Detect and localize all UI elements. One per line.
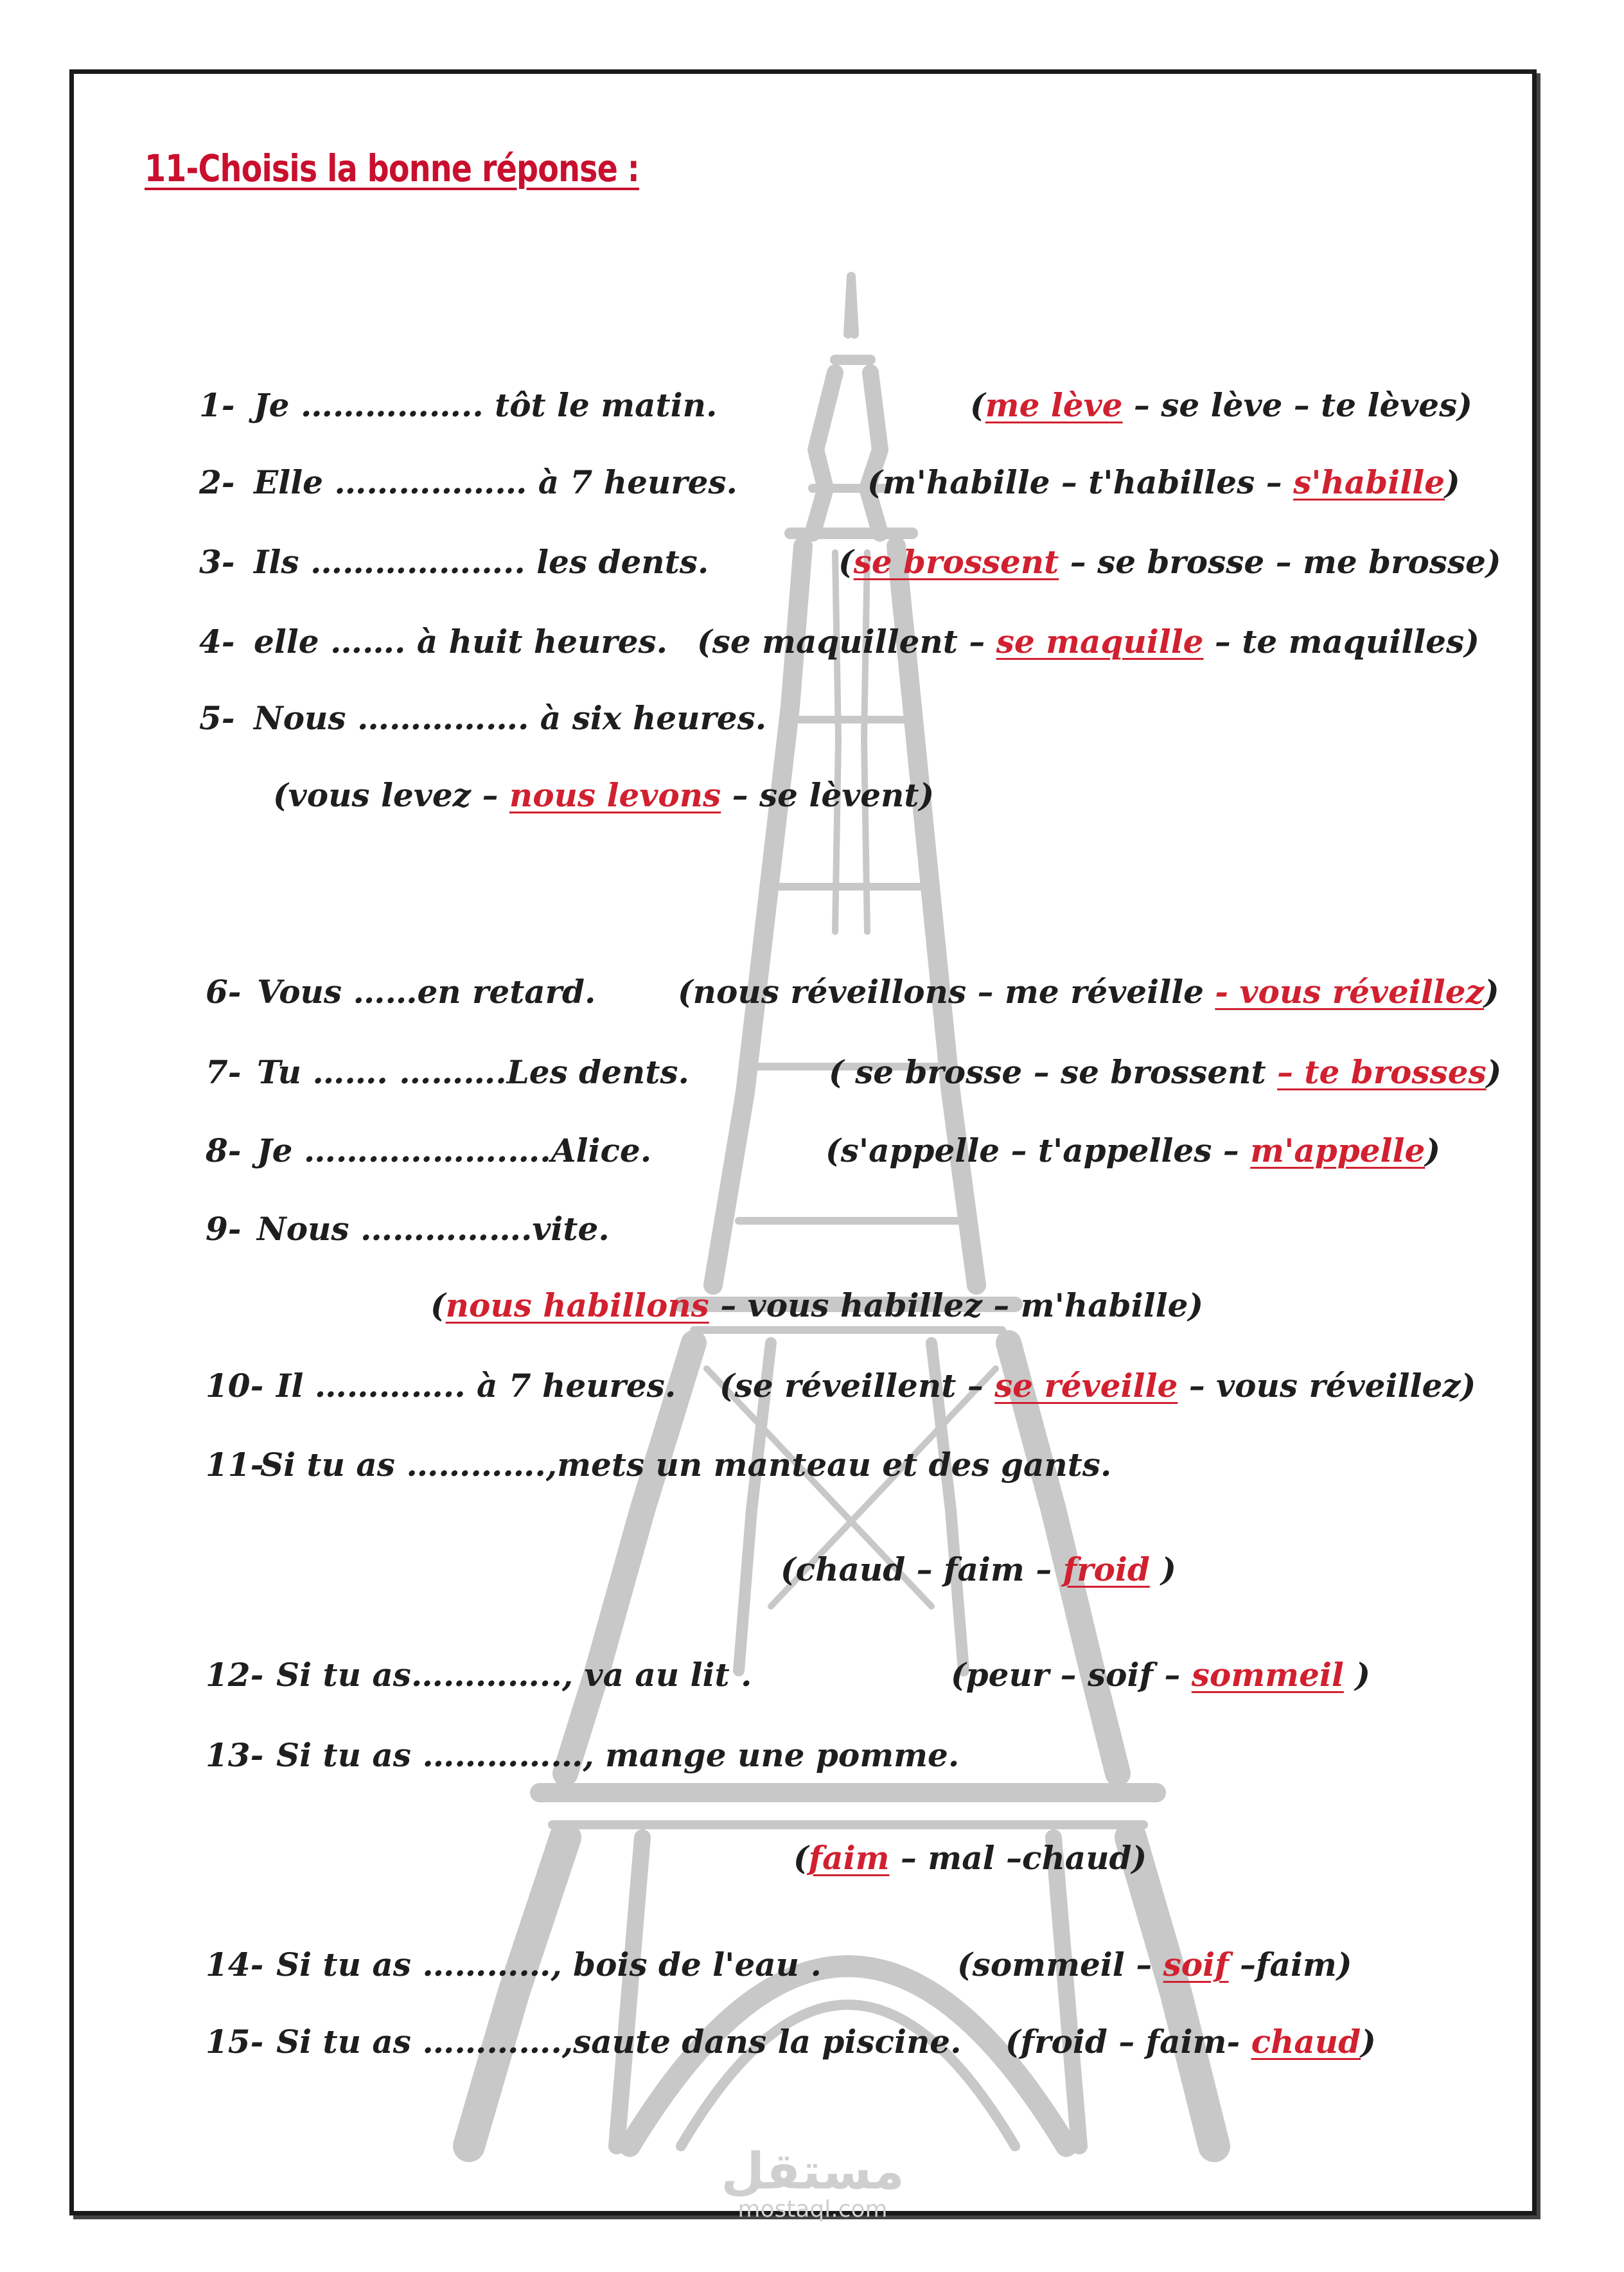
open-paren: (	[781, 1550, 796, 1588]
open-paren: (	[829, 1053, 844, 1091]
option-text: se réveillent –	[734, 1367, 995, 1405]
open-paren: (	[867, 463, 883, 501]
item-number: 14-	[206, 1946, 264, 1984]
item-sentence: Tu ……. ……….Les dents.	[257, 1053, 689, 1091]
item-number: 3-	[199, 543, 235, 581]
item-number: 9-	[206, 1210, 242, 1248]
item-number: 8-	[206, 1132, 242, 1169]
item-options	[838, 540, 1501, 585]
item-sentence: Elle ……………… à 7 heures.	[254, 463, 737, 501]
item-number: 5-	[199, 699, 235, 737]
close-paren: )	[1355, 1656, 1370, 1694]
item-sentence: Nous …………….vite.	[257, 1210, 610, 1248]
option-text: se maquillent –	[712, 623, 996, 661]
item-options	[867, 460, 1460, 505]
open-paren: (	[1005, 2023, 1021, 2061]
open-paren: (	[957, 1946, 973, 1984]
open-paren: (	[697, 623, 712, 661]
item-options	[678, 970, 1499, 1015]
close-paren: )	[1161, 1550, 1176, 1588]
open-paren: (	[719, 1367, 735, 1405]
correct-answer: nous levons	[509, 776, 721, 814]
item-options	[719, 1363, 1476, 1408]
item-sentence: Si tu as …………, bois de l'eau .	[276, 1946, 822, 1984]
correct-answer: soif	[1163, 1946, 1229, 1984]
item-options	[697, 619, 1479, 664]
option-text: s'appelle – t'appelles –	[840, 1132, 1251, 1169]
open-paren: (	[970, 386, 985, 424]
item-sentence: Je ……………….….Alice.	[257, 1132, 652, 1169]
item-options	[273, 773, 934, 818]
item-sentence: Si tu as………….., va au lit .	[276, 1656, 752, 1694]
item-sentence: elle ……. à huit heures.	[254, 623, 668, 661]
open-paren: (	[951, 1656, 966, 1694]
option-text: – se lèvent	[721, 776, 919, 814]
close-paren: )	[1483, 973, 1499, 1011]
item-options	[781, 1547, 1176, 1592]
option-text: –faim	[1228, 1946, 1337, 1984]
item-sentence: Vous ……en retard.	[257, 973, 596, 1011]
watermark-arabic: مستقل	[721, 2143, 905, 2201]
close-paren: )	[1445, 463, 1460, 501]
correct-answer: s'habille	[1293, 463, 1445, 501]
close-paren: )	[1485, 543, 1501, 581]
item-number: 15-	[206, 2023, 264, 2061]
option-text: froid – faim-	[1020, 2023, 1251, 2061]
exercise-title: 11-Choisis la bonne réponse :	[145, 146, 640, 190]
item-options	[951, 1653, 1370, 1698]
close-paren: )	[1464, 623, 1479, 661]
option-text: chaud – faim –	[795, 1550, 1063, 1588]
close-paren: )	[1131, 1839, 1147, 1877]
correct-answer: – te brosses	[1277, 1053, 1487, 1091]
option-text: se brosse – se brossent	[843, 1053, 1278, 1091]
item-sentence: Il ………….. à 7 heures.	[276, 1367, 676, 1405]
correct-answer: se réveille	[994, 1367, 1178, 1405]
close-paren: )	[1486, 1053, 1502, 1091]
item-options	[825, 1128, 1440, 1173]
item-options	[793, 1836, 1147, 1881]
item-number: 11-	[206, 1446, 264, 1484]
item-number: 10-	[206, 1367, 264, 1405]
option-text: m'habille – t'habilles –	[882, 463, 1294, 501]
correct-answer: nous habillons	[445, 1286, 709, 1324]
correct-answer: se brossent	[853, 543, 1059, 581]
option-text	[1344, 1653, 1355, 1698]
item-options	[430, 1283, 1203, 1328]
open-paren: (	[273, 776, 288, 814]
option-text: – se lève – te lèves	[1122, 386, 1458, 424]
item-number: 2-	[199, 463, 235, 501]
watermark-url: mostaql.com	[737, 2196, 888, 2223]
open-paren: (	[430, 1286, 446, 1324]
option-text: sommeil –	[972, 1946, 1163, 1984]
option-text: – vous habillez – m'habille	[709, 1286, 1188, 1324]
item-number: 1-	[199, 386, 235, 424]
close-paren: )	[1425, 1132, 1440, 1169]
correct-answer: chaud	[1251, 2023, 1361, 2061]
correct-answer: faim	[808, 1839, 890, 1877]
option-text: – se brosse – me brosse	[1059, 543, 1486, 581]
item-number: 4-	[199, 623, 235, 661]
item-number: 12-	[206, 1656, 264, 1694]
item-options	[970, 383, 1472, 428]
item-options	[829, 1050, 1501, 1095]
option-text	[1150, 1547, 1161, 1592]
item-sentence: Si tu as ………….,saute dans la piscine.	[276, 2023, 962, 2061]
item-sentence: Si tu as ………….,mets un manteau et des gants.	[260, 1446, 1112, 1484]
item-number: 7-	[206, 1053, 242, 1091]
item-options	[957, 1942, 1352, 1987]
correct-answer: m'appelle	[1250, 1132, 1425, 1169]
option-text: vous levez –	[288, 776, 509, 814]
correct-answer: se maquille	[996, 623, 1204, 661]
item-sentence: Je …………….. tôt le matin.	[254, 386, 718, 424]
watermark	[716, 2143, 909, 2223]
option-text: – mal –chaud	[889, 1839, 1132, 1877]
item-number: 6-	[206, 973, 242, 1011]
close-paren: )	[1460, 1367, 1476, 1405]
item-options	[1005, 2019, 1376, 2064]
correct-answer: me lève	[985, 386, 1123, 424]
close-paren: )	[1336, 1946, 1352, 1984]
open-paren: (	[793, 1839, 809, 1877]
open-paren: (	[838, 543, 854, 581]
correct-answer: froid	[1063, 1550, 1150, 1588]
option-text: nous réveillons – me réveille	[693, 973, 1215, 1011]
item-sentence: Nous ……………. à six heures.	[254, 699, 767, 737]
close-paren: )	[1188, 1286, 1204, 1324]
open-paren: (	[678, 973, 693, 1011]
item-number: 13-	[206, 1736, 264, 1774]
close-paren: )	[919, 776, 935, 814]
option-text: – te maquilles	[1203, 623, 1465, 661]
item-sentence: Si tu as ……………, mange une pomme.	[276, 1736, 960, 1774]
item-sentence: Ils ……………….. les dents.	[254, 543, 709, 581]
correct-answer: sommeil	[1191, 1656, 1344, 1694]
close-paren: )	[1457, 386, 1472, 424]
option-text: – vous réveillez	[1178, 1367, 1461, 1405]
correct-answer: - vous réveillez	[1215, 973, 1484, 1011]
option-text: peur – soif –	[966, 1656, 1192, 1694]
open-paren: (	[825, 1132, 841, 1169]
close-paren: )	[1361, 2023, 1376, 2061]
